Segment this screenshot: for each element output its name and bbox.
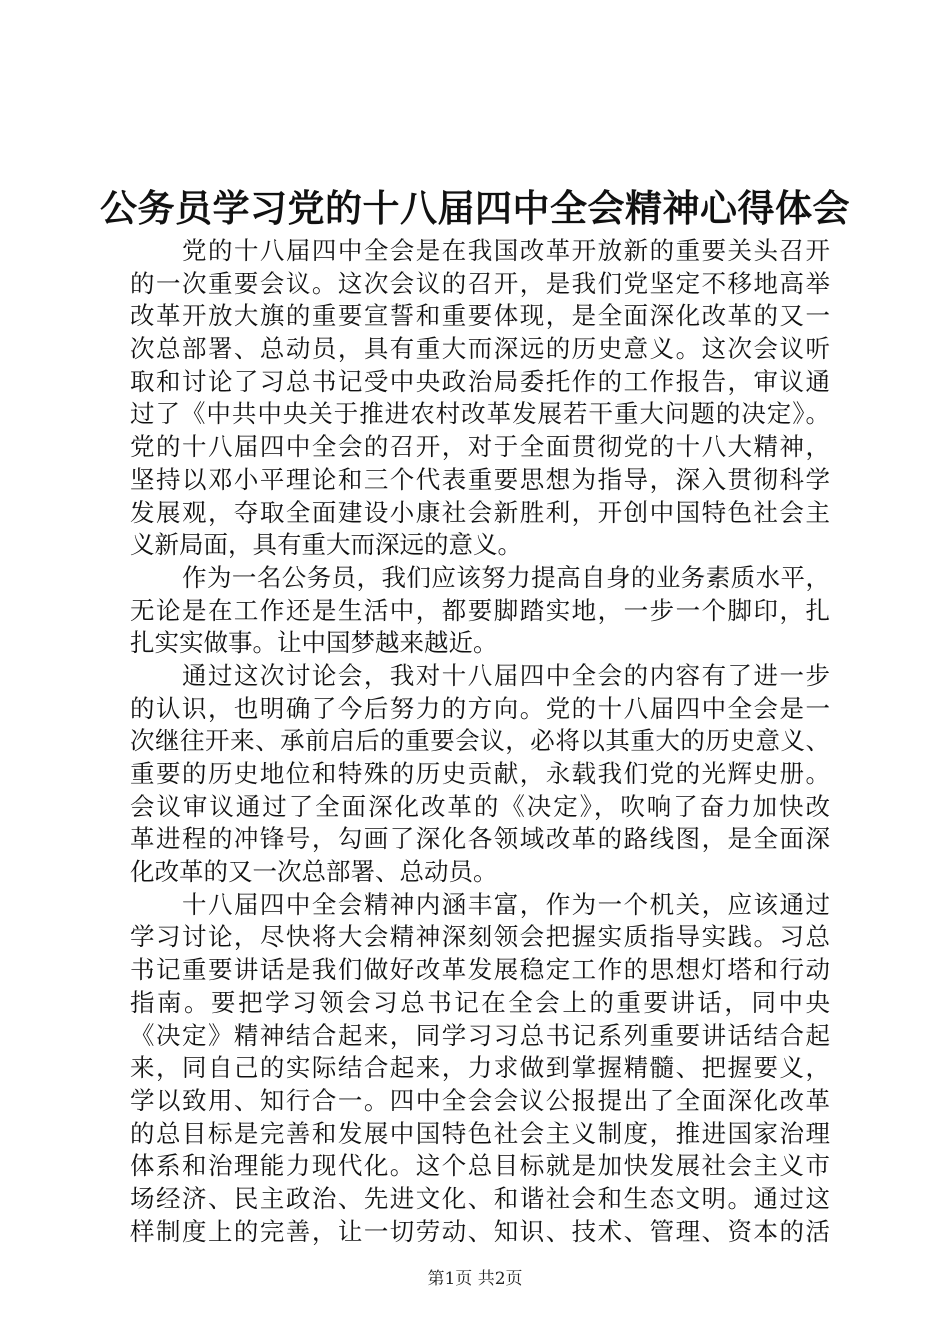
text-line: 会议审议通过了全面深化改革的《决定》，吹响了奋力加快改 — [130, 791, 830, 821]
text-line: 通过这次讨论会，我对十八届四中全会的内容有了进一步 — [182, 660, 830, 690]
text-line: 学以致用、知行合一。四中全会会议公报提出了全面深化改革 — [130, 1085, 830, 1115]
page-footer: 第1页 共2页 — [427, 1269, 523, 1289]
text-line: 无论是在工作还是生活中，都要脚踏实地，一步一个脚印，扎 — [130, 595, 830, 625]
text-line: 重要的历史地位和特殊的历史贡献，永载我们党的光辉史册。 — [130, 759, 830, 788]
text-line: 的一次重要会议。这次会议的召开，是我们党坚定不移地高举 — [130, 268, 830, 298]
text-line: 十八届四中全会精神内涵丰富，作为一个机关，应该通过 — [182, 889, 830, 919]
text-line: 次继往开来、承前启后的重要会议，必将以其重大的历史意义、 — [130, 726, 830, 756]
paragraph — [130, 562, 830, 660]
text-line: 作为一名公务员，我们应该努力提高自身的业务素质水平， — [182, 562, 830, 592]
text-line: 化改革的又一次总部署、总动员。 — [130, 857, 498, 887]
text-line: 扎实实做事。让中国梦越来越近。 — [130, 628, 498, 658]
text-line: 指南。要把学习领会习总书记在全会上的重要讲话，同中央 — [130, 987, 830, 1017]
text-line: 坚持以邓小平理论和三个代表重要思想为指导，深入贯彻科学 — [130, 464, 830, 494]
text-line: 次总部署、总动员，具有重大而深远的历史意义。这次会议听 — [130, 334, 830, 364]
text-line: 取和讨论了习总书记受中央政治局委托作的工作报告，审议通 — [130, 366, 830, 396]
text-line: 学习讨论，尽快将大会精神深刻领会把握实质指导实践。习总 — [130, 922, 830, 952]
text-line: 发展观，夺取全面建设小康社会新胜利，开创中国特色社会主 — [130, 497, 830, 527]
text-line: 义新局面，具有重大而深远的意义。 — [130, 530, 522, 560]
text-line: 党的十八届四中全会是在我国改革开放新的重要关头召开 — [182, 236, 830, 265]
document-body — [130, 235, 830, 1248]
paragraph — [130, 660, 830, 889]
text-line: 《决定》精神结合起来，同学习习总书记系列重要讲话结合起 — [130, 1020, 830, 1050]
text-line: 体系和治理能力现代化。这个总目标就是加快发展社会主义市 — [130, 1151, 830, 1181]
text-line: 革进程的冲锋号，勾画了深化各领域改革的路线图，是全面深 — [130, 824, 830, 854]
text-line: 的总目标是完善和发展中国特色社会主义制度，推进国家治理 — [130, 1118, 830, 1148]
text-line: 书记重要讲话是我们做好改革发展稳定工作的思想灯塔和行动 — [130, 955, 830, 985]
text-line: 改革开放大旗的重要宣誓和重要体现，是全面深化改革的又一 — [130, 301, 830, 331]
text-line: 党的十八届四中全会的召开，对于全面贯彻党的十八大精神， — [130, 432, 830, 462]
text-line: 过了《中共中央关于推进农村改革发展若干重大问题的决定》。 — [130, 399, 830, 429]
paragraph — [130, 889, 830, 1249]
text-line: 样制度上的完善，让一切劳动、知识、技术、管理、资本的活 — [130, 1216, 830, 1246]
text-line: 的认识，也明确了今后努力的方向。党的十八届四中全会是一 — [130, 693, 830, 723]
paragraph — [130, 235, 830, 562]
text-line: 场经济、民主政治、先进文化、和谐社会和生态文明。通过这 — [130, 1183, 830, 1213]
document-title: 公务员学习党的十八届四中全会精神心得体会 — [100, 186, 850, 230]
text-line: 来，同自己的实际结合起来，力求做到掌握精髓、把握要义， — [130, 1053, 830, 1083]
